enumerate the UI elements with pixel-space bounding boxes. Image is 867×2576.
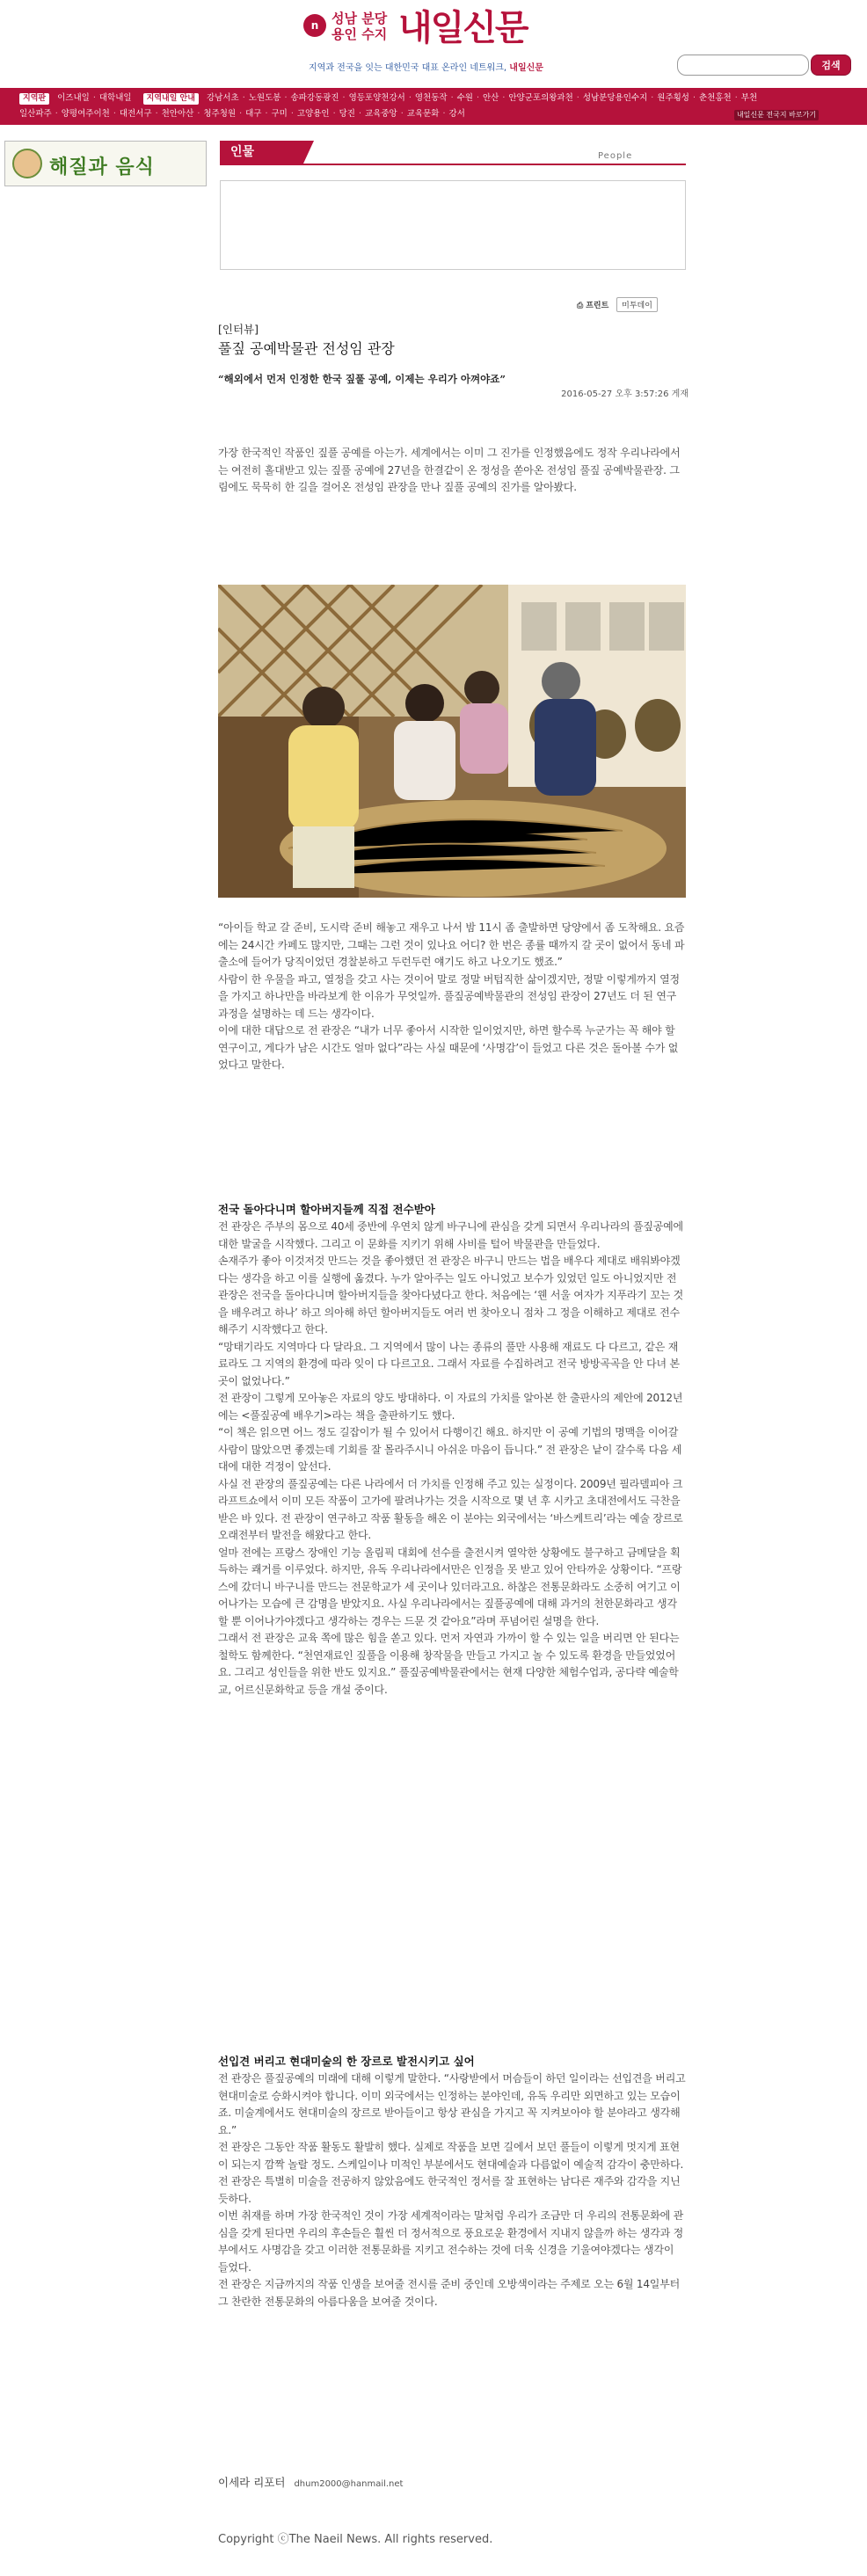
paragraph: “이 책은 읽으면 어느 정도 길잡이가 될 수 있어서 다행이긴 해요. 하지만 이 공예 기법의 명맥을 이어갈 사람이 많았으면 좋겠는데 기회를 잘 몰라주시니 아쉬운 마음이 듭니다.” 전 관장은 낱이 갈수록 다음 세대에 대한 걱정이 앞선다.	[218, 1426, 682, 1473]
search-button[interactable]: 검색	[811, 55, 851, 76]
nav-region-5[interactable]: 수원	[456, 93, 473, 103]
article-body-3-text	[218, 2070, 686, 2310]
section-tab[interactable]: 인물	[220, 141, 303, 164]
nav-separator: ·	[284, 93, 288, 103]
paragraph: 전 관장이 그렇게 모아놓은 자료의 양도 방대하다. 이 자료의 가치를 알아본 한 출판사의 제안에 2012년에는 <풀짚공예 배우기>라는 책을 출판하기도 했다.	[218, 1392, 683, 1422]
nav-region-0[interactable]: 강남서초	[206, 93, 239, 103]
section-3-title: 선입견 버리고 현대미술의 한 장르로 발전시키고 싶어	[218, 2055, 475, 2068]
nav-region-4[interactable]: 영천동작	[414, 93, 448, 103]
search-input[interactable]	[677, 55, 809, 76]
nav-item-r2-4[interactable]: 청주청원	[203, 109, 237, 119]
article-photo	[218, 585, 686, 898]
byline-email[interactable]: dhum2000@hanmail.net	[294, 2479, 404, 2489]
nav-separator: ·	[155, 109, 158, 119]
side-banner[interactable]	[4, 141, 207, 186]
paragraph: “아이들 학교 갈 준비, 도시락 준비 해놓고 재우고 나서 밤 11시 좀 출발하면 당양에서 좀 도착해요. 요즘에는 24시간 카페도 많지만, 그때는 그런 것이 있나요 어디? 한 번은 종률 때까지 갈 곳이 없어서 동네 파출소에 들어가 당직이었던 경찰분하고 두런두런 얘기도 하고 나오기도 했죠.”	[218, 921, 685, 968]
nav-region-11[interactable]: 부천	[740, 93, 758, 103]
nav-separator: ·	[400, 109, 404, 119]
straw-craft-photo	[218, 585, 686, 898]
nav-separator: ·	[408, 93, 412, 103]
article-body-1	[218, 920, 686, 1074]
nav-item-r2-2[interactable]: 대전서구	[119, 109, 152, 119]
nav-region-3[interactable]: 영등포양천강서	[348, 93, 405, 103]
nav-row-2	[19, 107, 469, 121]
paragraph: 이번 취재를 하며 가장 한국적인 것이 가장 세계적이라는 말처럼 우리가 조금만 더 우리의 전통문화에 관심을 갖게 된다면 우리의 후손들은 훨씬 더 정서적으로 풍요로운 환경에서 지내지 않을까 하는 생각과 정부에서도 사명감을 갖고 이러한 전통문화를 지키고 전수하는 것에 더욱 신경을 기울여야겠다는 생각이 들었다.	[218, 2209, 684, 2274]
site-header	[0, 0, 867, 88]
section-divider	[220, 164, 686, 165]
nav-separator: ·	[197, 109, 200, 119]
article-byline	[218, 2474, 403, 2490]
tagline-main: 지역과 전국을 잇는 대한민국 대표 온라인 네트워크,	[309, 63, 510, 73]
nav-item-r2-10[interactable]: 교육문화	[406, 109, 440, 119]
region-nav	[0, 88, 867, 125]
nav-tag-local: 지역판	[19, 93, 49, 105]
nav-separator: ·	[92, 93, 96, 103]
nav-separator: ·	[693, 93, 696, 103]
paragraph: 손재주가 좋아 이것저것 만드는 것을 좋아했던 전 관장은 바구니 만드는 법을 배우다 제대로 배워봐야겠다는 생각을 하고 이를 실행에 옮겼다. 누가 알아주는 일도 아니었고 보수가 있었던 일도 아니었지만 전 관장은 전국을 돌아다니며 할아버지들을 찾아다녔다고 한다. 처음에는 ‘웬 서울 여자가 지푸라기 꼬는 것을 배우려고 하나’ 하고 의아해 하던 할아버지들도 여러 번 찾아오니 점차 그 정을 이해하고 제대로 전수해주기 시작했다고 한다.	[218, 1255, 684, 1335]
nav-region-6[interactable]: 안산	[482, 93, 499, 103]
nav-item-r2-7[interactable]: 고양용인	[296, 109, 330, 119]
nav-separator: ·	[476, 93, 479, 103]
nav-separator: ·	[734, 93, 738, 103]
nav-separator: ·	[450, 93, 454, 103]
nav-region-2[interactable]: 송파강동광진	[290, 93, 339, 103]
banner-title: 해질과 음식	[49, 156, 155, 178]
nav-item-r2-5[interactable]: 대구	[245, 109, 262, 119]
nav-region-9[interactable]: 원주횡성	[657, 93, 689, 103]
paragraph: 이에 대한 대답으로 전 관장은 “내가 너무 좋아서 시작한 일이었지만, 하면 할수록 누군가는 꼭 해야 할 연구이고, 게다가 남은 시간도 얼마 없다”라는 사실 때문에 ‘사명감’이 들었고 다른 것은 돌아볼 수가 없었다고 말한다.	[218, 1024, 679, 1071]
paragraph: “망태기라도 지역마다 다 달라요. 그 지역에서 많이 나는 종류의 풀만 사용해 재료도 다 다르고, 같은 재료라도 그 지역의 환경에 따라 잊이 다 다르고요. 그래서 자료를 수집하려고 전국 방방곡곡을 안 다녀 본 곳이 없었나다.”	[218, 1340, 680, 1387]
paragraph: 사실 전 관장의 풀짚공예는 다른 나라에서 더 가치를 인정해 주고 있는 실정이다. 2009년 필라델피아 크라프트쇼에서 이미 모든 작품이 고가에 팔려나가는 것을 시작으로 몇 년 후 시카고 초대전에서도 극찬을 받은 바 있다. 전 관장이 연구하고 작품 활동을 해온 이 분야는 외국에서는 ‘바스케트리’라는 예술 장르로 오래전부터 발전을 해왔다고 한다.	[218, 1477, 683, 1541]
nav-separator: ·	[502, 93, 506, 103]
section-english-label: People	[598, 151, 633, 161]
logo-tagline	[309, 60, 543, 73]
article-tools	[577, 297, 658, 313]
nav-region-7[interactable]: 안양군포의왕과천	[508, 93, 573, 103]
nav-item-r2-6[interactable]: 구미	[271, 109, 288, 119]
section-2-title: 전국 돌아다니며 할아버지들께 직접 전수받아	[218, 1203, 435, 1216]
nav-item-r2-11[interactable]: 강서	[448, 109, 465, 119]
copyright: Copyright ⓒThe Naeil News. All rights reserved.	[218, 2533, 493, 2546]
site-logo[interactable]	[303, 8, 567, 73]
nav-separator: ·	[332, 109, 336, 119]
nav-separator: ·	[239, 109, 243, 119]
logo-region-text: 성남 분당 용인 수지	[332, 11, 388, 42]
nav-item-r2-1[interactable]: 양평여주이천	[61, 109, 110, 119]
nav-separator: ·	[442, 109, 446, 119]
nav-separator: ·	[576, 93, 579, 103]
paragraph: 사람이 한 우물을 파고, 열정을 갖고 사는 것이어 말로 정말 버텁직한 삶이겠지만, 정말 이렇게까지 열정을 가지고 하나만을 바라보게 한 이유가 무엇일까. 풀짚공예박물관의 전성임 관장이 27년도 더 된 연구과정을 설명하는 데 드는 생각이다.	[218, 972, 680, 1020]
nav-row-1	[19, 91, 761, 106]
national-edition-button[interactable]: 내일신문 전국지 바로가기	[734, 110, 819, 120]
nav-separator: ·	[113, 109, 116, 119]
nav-separator: ·	[342, 93, 346, 103]
nav-separator: ·	[265, 109, 268, 119]
logo-region	[332, 11, 395, 42]
paragraph: 전 관장은 풀짚공예의 미래에 대해 이렇게 말한다. “사랑받에서 머슴들이 하던 일이라는 선입견을 버리고 현대미술로 승화시켜야 합니다. 이미 외국에서는 인정하는 분야인데, 유독 우리만 외면하고 있는 모습이죠. 미술계에서도 현대미술의 장르로 받아들이고 항상 관심을 가지고 꼭 지켜보아야 할 분야라고 생각해요.”	[218, 2072, 686, 2136]
logo-title: 내일신문	[398, 8, 528, 48]
nav-item-r1-1[interactable]: 대학내일	[98, 93, 132, 103]
article-headline: 풀짚 공예박물관 전성임 관장	[218, 340, 395, 357]
nav-region-1[interactable]: 노원도봉	[248, 93, 281, 103]
print-button[interactable]: ⎙ 프린트	[577, 299, 608, 310]
nav-separator: ·	[290, 109, 294, 119]
paragraph: 그래서 전 관장은 교육 쪽에 많은 힘을 쏟고 있다. 먼저 자연과 가까이 할 수 있는 일을 버리면 안 된다는 철학도 함께한다. “천연재료인 짚풀을 이용해 창작물을 만들고 가지고 놀 수 있도록 환경을 만들었었어요. 그리고 성인들을 위한 반도 있지요.” 풀짚공예박물관에서는 현재 다양한 체험수업과, 공다략 예술학교, 어르신문화학교 등을 개설 중이다.	[218, 1632, 680, 1696]
paragraph: 전 관장은 주부의 몸으로 40세 중반에 우연치 않게 바구니에 관심을 갖게 되면서 우리나라의 풀짚공예에 대한 발굴을 시작했다. 그리고 이 문화를 지키기 위해 사비를 털어 박물관을 만들었다.	[218, 1220, 683, 1250]
article-body-1-text	[218, 920, 686, 1074]
nav-separator: ·	[651, 93, 654, 103]
banner-face-icon	[12, 149, 42, 178]
article-dateline: 2016-05-27 오후 3:57:26 게재	[561, 389, 688, 399]
nav-item-r2-9[interactable]: 교육중앙	[365, 109, 397, 119]
article-intro: 가장 한국적인 작품인 짚풀 공예를 아는가. 세계에서는 이미 그 진가를 인정했음에도 정작 우리나라에서는 여전히 홀대받고 있는 짚풀 공예에 27년을 한결같이 온 정성을 쏟아온 전성임 풀짚 공예박물관장. 그림에도 묵묵히 한 길을 걸어온 전성임 관장을 만나 짚풀 공예의 진가를 알아봤다.	[218, 447, 681, 493]
nav-tag-regions: 지역내일 안내	[143, 93, 199, 105]
article-section-2	[218, 1201, 686, 1699]
ad-box	[220, 180, 686, 270]
article-kicker: [인터뷰]	[218, 323, 259, 336]
nav-item-r2-3[interactable]: 천안아산	[161, 109, 194, 119]
tagline-brand: 내일신문	[509, 63, 543, 73]
paragraph: 전 관장은 그동안 작품 활동도 활발히 했다. 실제로 작품을 보면 길에서 보던 풀들이 이렇게 멋지게 표현이 되는지 깜짝 놀랄 정도. 스케일이나 미적인 부분에서도 현대예술과 다름없이 예술적 감각이 충만하다. 전 관장은 특별히 미술을 전공하지 않았음에도 한국적인 정서를 잘 표현하는 남다른 재주와 감각을 지닌 듯하다.	[218, 2141, 684, 2205]
nav-separator: ·	[358, 109, 362, 119]
article-subhead: “해외에서 먼저 인정한 한국 짚풀 공예, 이제는 우리가 아껴야죠”	[218, 373, 506, 385]
nav-item-r1-0[interactable]: 이즈내일	[57, 93, 90, 103]
byline-name: 이세라 리포터	[218, 2476, 286, 2489]
article-body-2-text	[218, 1219, 686, 1699]
article-section-3	[218, 2053, 686, 2310]
nav-item-r2-8[interactable]: 당진	[339, 109, 355, 119]
nav-region-8[interactable]: 성남분당용인수지	[582, 93, 648, 103]
nav-region-10[interactable]: 춘천홍천	[699, 93, 732, 103]
nav-separator: ·	[242, 93, 245, 103]
logo-emblem-icon: n	[303, 14, 326, 37]
paragraph: 전 관장은 지금까지의 작품 인생을 보여줄 전시를 준비 중인데 오방색이라는 주제로 오는 6월 14일부터 그 찬란한 전통문화의 아름다움을 보여줄 것이다.	[218, 2278, 680, 2308]
nav-item-r2-0[interactable]: 일산파주	[19, 109, 52, 119]
search-area	[677, 55, 853, 76]
paragraph: 얼마 전에는 프랑스 장애인 기능 올림픽 대회에 선수를 출전시켜 열악한 상황에도 불구하고 금메달을 획득하는 쾌거를 이루었다. 하지만, 유독 우리나라에서만은 인정을 못 받고 있어 안타까운 상황이다. “프랑스에 갔더니 바구니를 만드는 전문학교가 세 곳이나 있더라고요. 하찮은 전통문화라도 소중히 여기고 이어나가는 모습에 큰 감명을 받았지요. 사실 우리나라에서는 짚풀공예에 대해 과거의 천한문화라고 생각할 뿐 이어나가야겠다고 생각하는 경우는 드문 것 같아요”라며 푸념어린 설명을 한다.	[218, 1546, 682, 1627]
article-head	[218, 322, 688, 401]
me2day-button[interactable]: 미투데이	[616, 297, 658, 312]
nav-separator: ·	[55, 109, 58, 119]
